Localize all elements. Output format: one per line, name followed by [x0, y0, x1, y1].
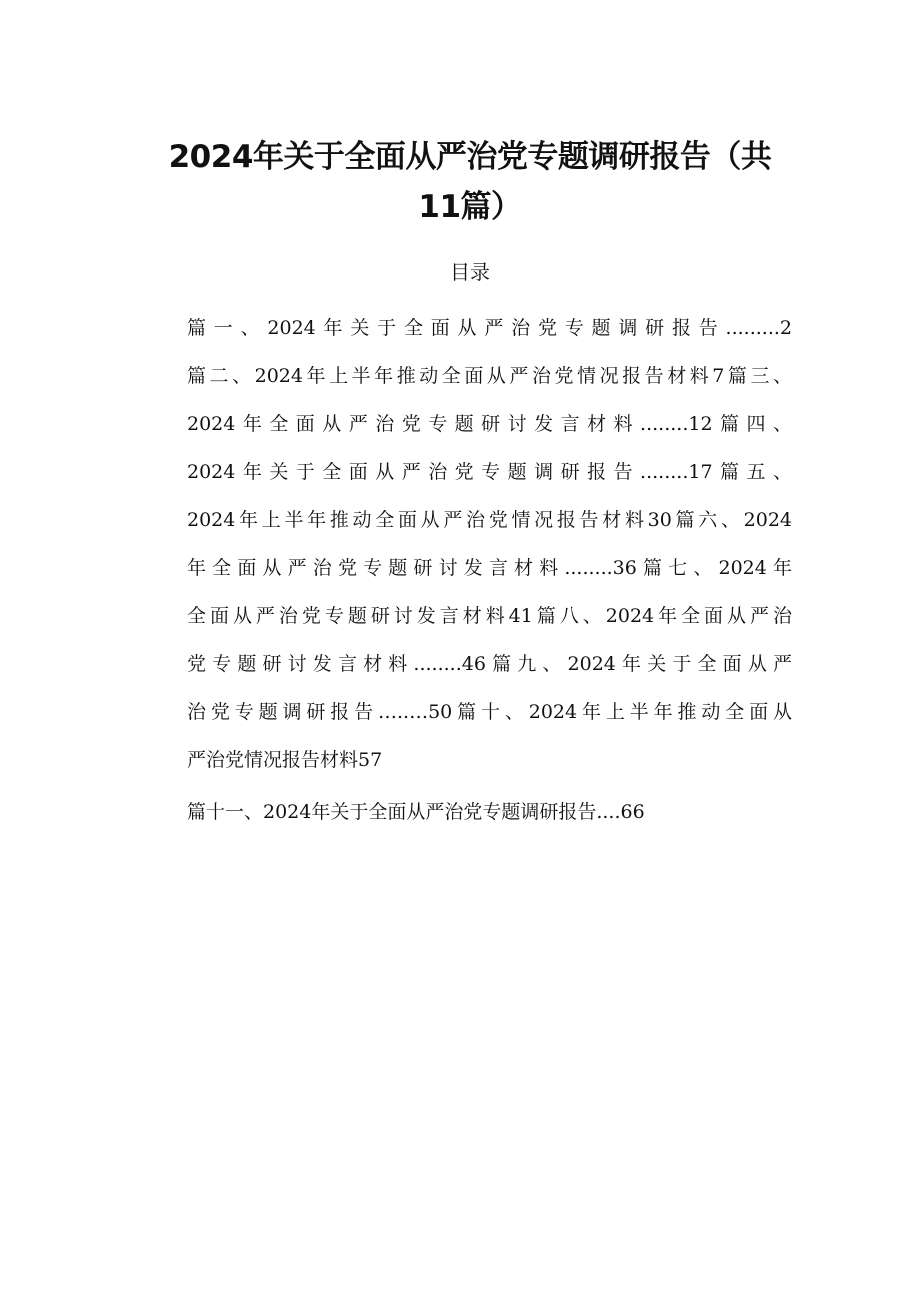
toc-line: 篇一、2024年关于全面从严治党专题调研报告.........2 — [187, 317, 792, 339]
document-title — [150, 132, 790, 232]
document-title-line-2: 11篇） — [418, 189, 522, 225]
toc-line: 2024年关于全面从严治党专题调研报告........17篇五、 — [187, 461, 792, 483]
toc-line: 篇二、2024年上半年推动全面从严治党情况报告材料7篇三、 — [187, 365, 792, 387]
table-of-contents — [187, 304, 792, 784]
toc-line: 年全面从严治党专题研讨发言材料........36篇七、2024年 — [187, 557, 792, 579]
toc-entry-11: 篇十一、2024年关于全面从严治党专题调研报告....66 — [187, 801, 645, 823]
toc-line: 2024年全面从严治党专题研讨发言材料........12篇四、 — [187, 413, 792, 435]
toc-heading: 目录 — [450, 260, 490, 284]
toc-line: 严治党情况报告材料57 — [187, 749, 383, 771]
document-title-line-1: 2024年关于全面从严治党专题调研报告（共 — [168, 139, 772, 175]
toc-line: 治党专题调研报告…..…50篇十、2024年上半年推动全面从 — [187, 701, 792, 723]
toc-line: 2024年上半年推动全面从严治党情况报告材料30篇六、2024 — [187, 509, 792, 531]
toc-line: 全面从严治党专题研讨发言材料41篇八、2024年全面从严治 — [187, 605, 792, 627]
toc-line: 党专题研讨发言材料........46篇九、2024年关于全面从严 — [187, 653, 792, 675]
